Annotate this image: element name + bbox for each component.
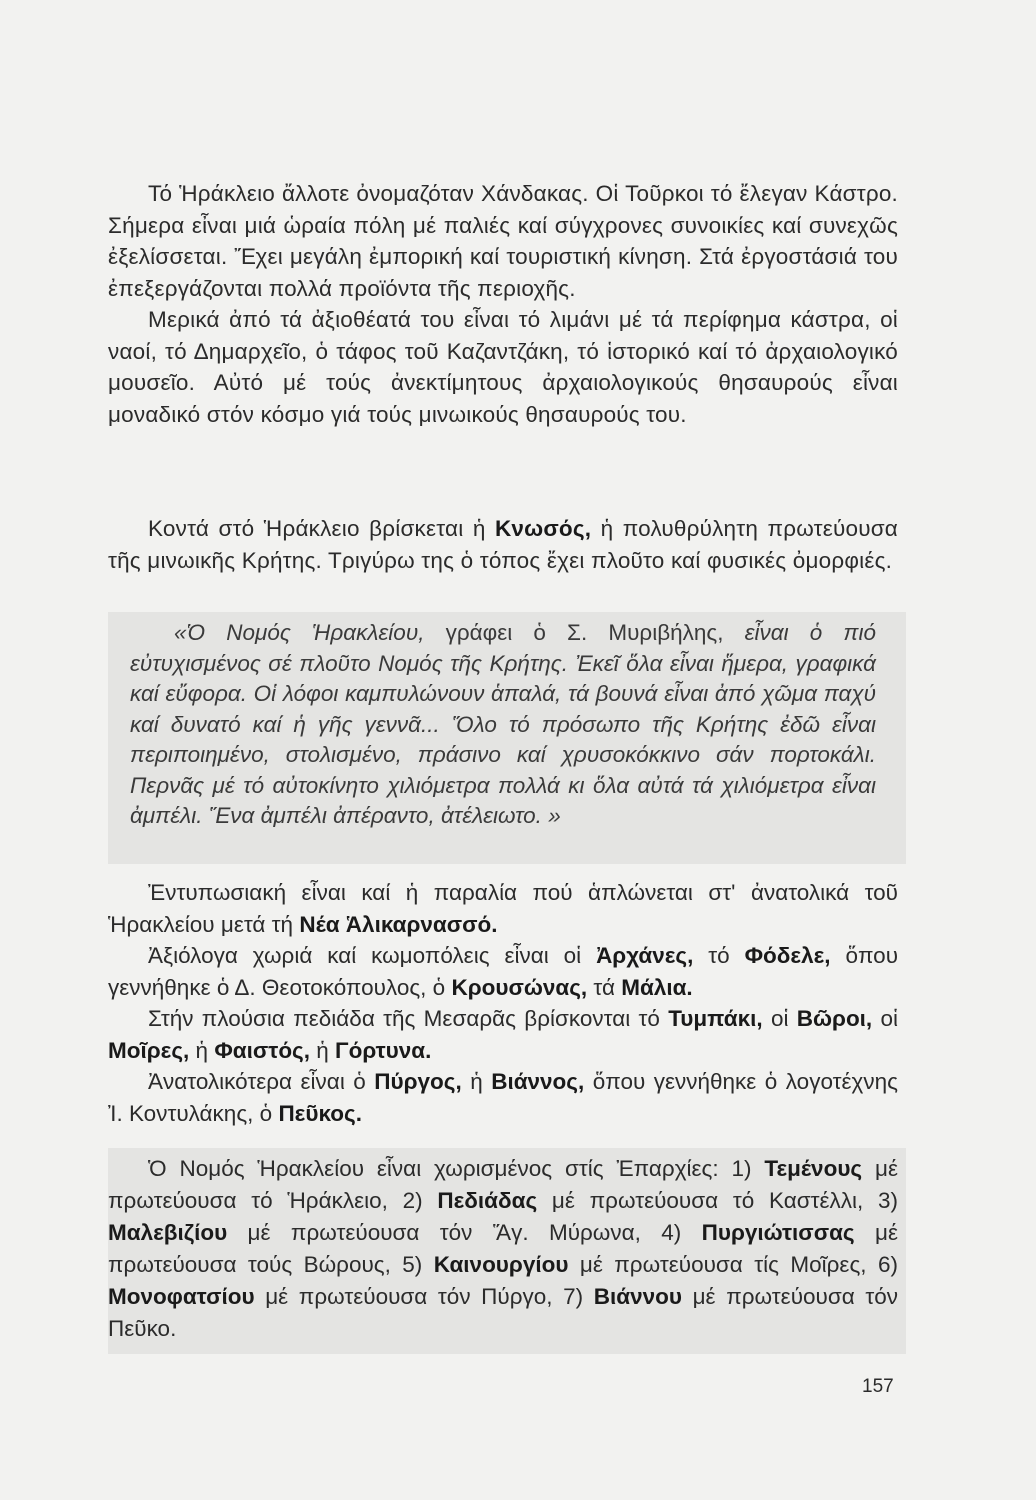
text-run: μέ πρωτεύουσα τό Ἡράκλειο, 2) bbox=[108, 1156, 898, 1213]
text-run: Ἀξιόλογα χωριά καί κωμοπόλεις εἶναι οἱ bbox=[148, 943, 597, 968]
text-run: μέ πρωτεύουσα τίς Μοῖρες, 6) bbox=[568, 1252, 898, 1277]
text-run: Στήν πλούσια πεδιάδα τῆς Μεσαρᾶς βρίσκονται τό bbox=[148, 1006, 669, 1031]
quote-close: » bbox=[541, 803, 561, 828]
paragraph-provinces bbox=[108, 1153, 898, 1345]
place-name: Τυμπάκι, bbox=[668, 1006, 763, 1031]
province-name: Βιάννου bbox=[593, 1284, 682, 1309]
province-name: Μονοφατσίου bbox=[108, 1284, 255, 1309]
paragraph-heraklion-history: Τό Ἡράκλειο ἄλλοτε ὀνομαζόταν Χάνδακας. Οἱ Τοῦρκοι τό ἔλεγαν Κάστρο. Σήμερα εἶναι μιά ὡραία πόλη μέ παλιές καί σύγχρονες συνοικίες καί συνεχῶς ἐξελίσσεται. Ἔχει μεγάλη ἐμπορική καί τουριστική κίνηση. Στά ἐργοστάσιά του ἐπεξεργάζονται πολλά προϊόντα τῆς περιοχῆς. bbox=[108, 181, 898, 301]
text-run: τό bbox=[693, 943, 745, 968]
place-name: Μοῖρες, bbox=[108, 1037, 190, 1063]
text-run: Ἀνατολικότερα εἶναι ὁ bbox=[148, 1069, 375, 1094]
text-run: Ἐντυπωσιακή εἶναι καί ἡ παραλία πού ἁπλώνεται στ' ἀνατολικά τοῦ Ἡρακλείου μετά τή bbox=[108, 880, 898, 937]
place-name: Ἀρχάνες, bbox=[596, 943, 694, 968]
text-run: ὅπου γεννήθηκε ὁ Δ. Θεοτοκόπουλος, ὁ bbox=[108, 943, 899, 1000]
place-name: Κνωσός, bbox=[494, 516, 592, 541]
province-name: Πυργιώτισσας bbox=[701, 1220, 855, 1245]
place-name: Μάλια. bbox=[621, 974, 693, 1000]
quote-open: «Ὁ Νομός Ἡρακλείου, bbox=[174, 620, 446, 645]
place-name: Πύργος, bbox=[374, 1069, 462, 1094]
text-run: ἡ πολυθρύλητη πρωτεύουσα τῆς μινωικῆς Κρήτης. Τριγύρω της ὁ τόπος ἔχει πλοῦτο καί φυσικές ὀμορφιές. bbox=[108, 516, 898, 573]
province-name: Μαλεβιζίου bbox=[108, 1220, 228, 1245]
text-run: μέ πρωτεύουσα τόν Πεῦκο. bbox=[108, 1284, 898, 1341]
places-section bbox=[108, 877, 898, 1129]
place-name: Νέα Ἁλικαρνασσό. bbox=[299, 911, 498, 937]
quote-body: εἶναι ὁ πιό εὐτυχισμένος σέ πλοῦτο Νομός τῆς Κρήτης. Ἐκεῖ ὅλα εἶναι ἥμερα, γραφικά καί εὔφορα. Οἱ λόφοι καμπυλώνουν ἁπαλά, τά βουνά εἶναι ἀπό χῶμα παχύ καί δυνατό καί ἡ γῆς γεννᾶ... Ὅλο τό πρόσωπο τῆς Κρήτης ἐδῶ εἶναι περιποιημένο, στολισμένο, πράσινο καί χρυσοκόκκινο σάν πορτοκάλι. Περνᾶς μέ τό αὐτοκίνητο χιλιόμετρα πολλά κι ὅλα αὐτά τά χιλιόμετρα εἶναι ἀμπέλι. Ἕνα ἀμπέλι ἀπέραντο, ἀτέλειωτο. bbox=[130, 620, 876, 828]
text-run: ἡ bbox=[310, 1037, 336, 1063]
text-run: Ὁ Νομός Ἡρακλείου εἶναι χωρισμένος στίς Ἐπαρχίες: 1) bbox=[148, 1156, 765, 1181]
place-name: Πεῦκος. bbox=[278, 1100, 362, 1126]
province-name: Καινουργίου bbox=[433, 1252, 569, 1277]
text-run: ὅπου γεννήθηκε ὁ λογοτέχνης Ἰ. Κοντυλάκης, ὁ bbox=[108, 1069, 898, 1126]
place-name: Κρουσώνας, bbox=[451, 974, 588, 1000]
paragraph-knossos bbox=[108, 513, 898, 576]
place-name: Φαιστός, bbox=[214, 1037, 311, 1063]
province-name: Τεμένους bbox=[764, 1156, 863, 1181]
province-name: Πεδιάδας bbox=[437, 1188, 538, 1213]
text-run: οἱ bbox=[762, 1006, 797, 1031]
text-run: μέ πρωτεύουσα τόν Ἅγ. Μύρωνα, 4) bbox=[227, 1220, 702, 1245]
text-run: Κοντά στό Ἡράκλειο βρίσκεται ἡ bbox=[148, 516, 495, 541]
paragraph-villages bbox=[108, 940, 898, 1003]
text-run: μέ πρωτεύουσα τούς Βώρους, 5) bbox=[108, 1220, 898, 1277]
place-name: Βιάννος, bbox=[491, 1069, 585, 1094]
quote-attribution: γράφει ὁ Σ. Μυριβήλης, bbox=[445, 620, 724, 645]
text-run: μέ πρωτεύουσα τό Καστέλλι, 3) bbox=[537, 1188, 898, 1213]
paragraph-east bbox=[108, 1066, 898, 1129]
intro-section bbox=[108, 178, 898, 430]
text-run: μέ πρωτεύουσα τόν Πύργο, 7) bbox=[254, 1284, 594, 1309]
place-name: Γόρτυνα. bbox=[335, 1037, 432, 1063]
text-run: ἡ bbox=[189, 1037, 215, 1063]
page-number: 157 bbox=[862, 1376, 894, 1397]
myrivilis-quote bbox=[130, 618, 876, 832]
text-run: ἡ bbox=[461, 1069, 492, 1094]
paragraph-beach bbox=[108, 877, 898, 940]
text-run: οἱ bbox=[872, 1006, 898, 1031]
paragraph-sights: Μερικά ἀπό τά ἀξιοθέατά του εἶναι τό λιμάνι μέ τά περίφημα κάστρα, οἱ ναοί, τό Δημαρχεῖο, ὁ τάφος τοῦ Καζαντζάκη, τό ἱστορικό καί τό ἀρχαιολογικό μουσεῖο. Αὐτό μέ τούς ἀνεκτίμητους ἀρχαιολογικούς θησαυρούς εἶναι μοναδικό στόν κόσμο γιά τούς μινωικούς θησαυρούς του. bbox=[108, 307, 898, 427]
place-name: Βῶροι, bbox=[796, 1006, 873, 1031]
place-name: Φόδελε, bbox=[744, 943, 831, 968]
knossos-section bbox=[108, 513, 898, 576]
text-run: τά bbox=[587, 974, 622, 1000]
paragraph-messara bbox=[108, 1003, 898, 1066]
